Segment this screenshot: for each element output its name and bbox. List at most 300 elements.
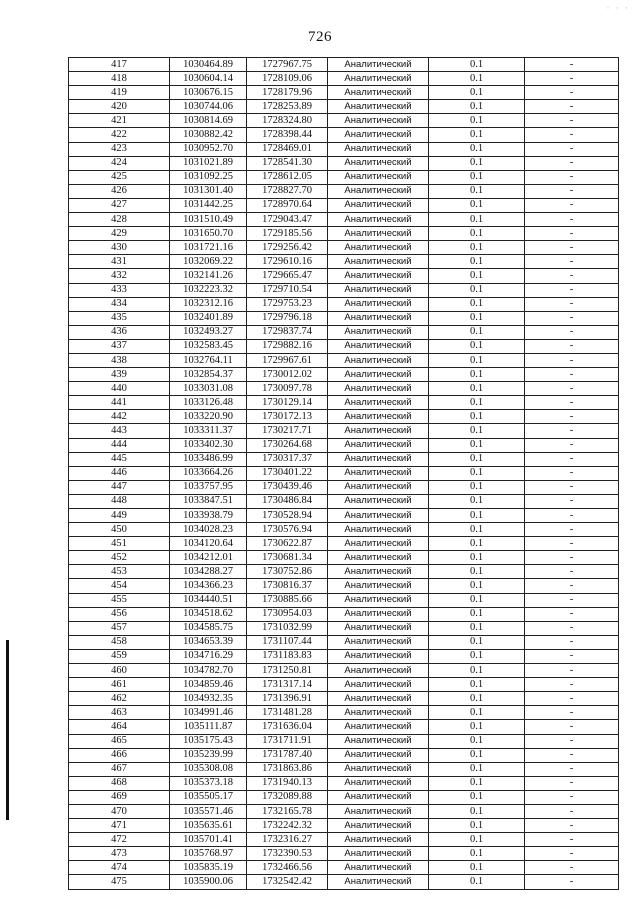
x-coordinate-cell: 1032141.26 (170, 269, 247, 283)
point-number-cell: 449 (69, 509, 170, 523)
y-coordinate-cell: 1730264.68 (247, 438, 328, 452)
x-coordinate-cell: 1030882.42 (170, 128, 247, 142)
note-cell: - (525, 198, 619, 212)
table-row (69, 269, 619, 283)
note-cell: - (525, 776, 619, 790)
y-coordinate-cell: 1729043.47 (247, 213, 328, 227)
y-coordinate-cell: 1729185.56 (247, 227, 328, 241)
note-cell: - (525, 353, 619, 367)
x-coordinate-cell: 1032069.22 (170, 255, 247, 269)
point-number-cell: 453 (69, 565, 170, 579)
table-row (69, 382, 619, 396)
x-coordinate-cell: 1034585.75 (170, 621, 247, 635)
x-coordinate-cell: 1034288.27 (170, 565, 247, 579)
note-cell: - (525, 128, 619, 142)
method-cell: Аналитический (328, 494, 429, 508)
method-cell: Аналитический (328, 283, 429, 297)
accuracy-cell: 0.1 (429, 720, 525, 734)
note-cell: - (525, 396, 619, 410)
x-coordinate-cell: 1034716.29 (170, 649, 247, 663)
x-coordinate-cell: 1031510.49 (170, 213, 247, 227)
accuracy-cell: 0.1 (429, 227, 525, 241)
note-cell: - (525, 819, 619, 833)
accuracy-cell: 0.1 (429, 537, 525, 551)
method-cell: Аналитический (328, 227, 429, 241)
y-coordinate-cell: 1731863.86 (247, 762, 328, 776)
method-cell: Аналитический (328, 593, 429, 607)
table-row (69, 213, 619, 227)
y-coordinate-cell: 1730317.37 (247, 452, 328, 466)
table-row (69, 184, 619, 198)
point-number-cell: 473 (69, 847, 170, 861)
accuracy-cell: 0.1 (429, 579, 525, 593)
x-coordinate-cell: 1034518.62 (170, 607, 247, 621)
x-coordinate-cell: 1031442.25 (170, 198, 247, 212)
note-cell: - (525, 184, 619, 198)
accuracy-cell: 0.1 (429, 58, 525, 72)
y-coordinate-cell: 1731317.14 (247, 678, 328, 692)
method-cell: Аналитический (328, 353, 429, 367)
x-coordinate-cell: 1030814.69 (170, 114, 247, 128)
y-coordinate-cell: 1730486.84 (247, 494, 328, 508)
method-cell: Аналитический (328, 621, 429, 635)
y-coordinate-cell: 1729665.47 (247, 269, 328, 283)
method-cell: Аналитический (328, 241, 429, 255)
table-row (69, 734, 619, 748)
note-cell: - (525, 537, 619, 551)
method-cell: Аналитический (328, 861, 429, 875)
point-number-cell: 419 (69, 86, 170, 100)
point-number-cell: 425 (69, 170, 170, 184)
point-number-cell: 442 (69, 410, 170, 424)
table-row (69, 748, 619, 762)
table-row (69, 537, 619, 551)
method-cell: Аналитический (328, 213, 429, 227)
note-cell: - (525, 748, 619, 762)
note-cell: - (525, 664, 619, 678)
point-number-cell: 420 (69, 100, 170, 114)
x-coordinate-cell: 1035308.08 (170, 762, 247, 776)
x-coordinate-cell: 1034859.46 (170, 678, 247, 692)
table-row (69, 142, 619, 156)
y-coordinate-cell: 1730576.94 (247, 523, 328, 537)
table-row (69, 368, 619, 382)
point-number-cell: 431 (69, 255, 170, 269)
table-row (69, 198, 619, 212)
point-number-cell: 456 (69, 607, 170, 621)
point-number-cell: 451 (69, 537, 170, 551)
x-coordinate-cell: 1033220.90 (170, 410, 247, 424)
point-number-cell: 438 (69, 353, 170, 367)
point-number-cell: 443 (69, 424, 170, 438)
method-cell: Аналитический (328, 128, 429, 142)
y-coordinate-cell: 1728827.70 (247, 184, 328, 198)
note-cell: - (525, 241, 619, 255)
x-coordinate-cell: 1031092.25 (170, 170, 247, 184)
note-cell: - (525, 452, 619, 466)
point-number-cell: 455 (69, 593, 170, 607)
x-coordinate-cell: 1031021.89 (170, 156, 247, 170)
method-cell: Аналитический (328, 58, 429, 72)
table-row (69, 720, 619, 734)
x-coordinate-cell: 1032312.16 (170, 297, 247, 311)
table-row (69, 410, 619, 424)
method-cell: Аналитический (328, 551, 429, 565)
coordinates-table (68, 57, 619, 890)
y-coordinate-cell: 1728541.30 (247, 156, 328, 170)
note-cell: - (525, 269, 619, 283)
table-row (69, 311, 619, 325)
point-number-cell: 424 (69, 156, 170, 170)
x-coordinate-cell: 1035571.46 (170, 804, 247, 818)
method-cell: Аналитический (328, 198, 429, 212)
method-cell: Аналитический (328, 325, 429, 339)
table-row (69, 396, 619, 410)
point-number-cell: 448 (69, 494, 170, 508)
x-coordinate-cell: 1034366.23 (170, 579, 247, 593)
y-coordinate-cell: 1730622.87 (247, 537, 328, 551)
accuracy-cell: 0.1 (429, 692, 525, 706)
table-row (69, 523, 619, 537)
x-coordinate-cell: 1030676.15 (170, 86, 247, 100)
method-cell: Аналитический (328, 833, 429, 847)
accuracy-cell: 0.1 (429, 156, 525, 170)
table-row (69, 551, 619, 565)
accuracy-cell: 0.1 (429, 875, 525, 889)
page-number: 726 (308, 29, 332, 45)
table-row (69, 58, 619, 72)
x-coordinate-cell: 1030952.70 (170, 142, 247, 156)
method-cell: Аналитический (328, 579, 429, 593)
x-coordinate-cell: 1030604.14 (170, 72, 247, 86)
note-cell: - (525, 142, 619, 156)
x-coordinate-cell: 1034212.01 (170, 551, 247, 565)
table-row (69, 283, 619, 297)
method-cell: Аналитический (328, 664, 429, 678)
note-cell: - (525, 579, 619, 593)
x-coordinate-cell: 1034440.51 (170, 593, 247, 607)
table-row (69, 790, 619, 804)
note-cell: - (525, 311, 619, 325)
note-cell: - (525, 466, 619, 480)
note-cell: - (525, 227, 619, 241)
table-row (69, 635, 619, 649)
table-row (69, 621, 619, 635)
note-cell: - (525, 565, 619, 579)
note-cell: - (525, 804, 619, 818)
y-coordinate-cell: 1732542.42 (247, 875, 328, 889)
y-coordinate-cell: 1728324.80 (247, 114, 328, 128)
method-cell: Аналитический (328, 396, 429, 410)
accuracy-cell: 0.1 (429, 311, 525, 325)
y-coordinate-cell: 1727967.75 (247, 58, 328, 72)
y-coordinate-cell: 1729882.16 (247, 339, 328, 353)
method-cell: Аналитический (328, 565, 429, 579)
table-row (69, 565, 619, 579)
x-coordinate-cell: 1031301.40 (170, 184, 247, 198)
table-row (69, 353, 619, 367)
accuracy-cell: 0.1 (429, 128, 525, 142)
method-cell: Аналитический (328, 297, 429, 311)
y-coordinate-cell: 1729837.74 (247, 325, 328, 339)
point-number-cell: 417 (69, 58, 170, 72)
x-coordinate-cell: 1033938.79 (170, 509, 247, 523)
accuracy-cell: 0.1 (429, 325, 525, 339)
point-number-cell: 454 (69, 579, 170, 593)
point-number-cell: 433 (69, 283, 170, 297)
y-coordinate-cell: 1732165.78 (247, 804, 328, 818)
point-number-cell: 468 (69, 776, 170, 790)
accuracy-cell: 0.1 (429, 593, 525, 607)
y-coordinate-cell: 1730681.34 (247, 551, 328, 565)
table-row (69, 297, 619, 311)
point-number-cell: 445 (69, 452, 170, 466)
method-cell: Аналитический (328, 706, 429, 720)
note-cell: - (525, 621, 619, 635)
accuracy-cell: 0.1 (429, 396, 525, 410)
point-number-cell: 435 (69, 311, 170, 325)
method-cell: Аналитический (328, 635, 429, 649)
x-coordinate-cell: 1035900.06 (170, 875, 247, 889)
x-coordinate-cell: 1035505.17 (170, 790, 247, 804)
x-coordinate-cell: 1031650.70 (170, 227, 247, 241)
x-coordinate-cell: 1035239.99 (170, 748, 247, 762)
method-cell: Аналитический (328, 311, 429, 325)
accuracy-cell: 0.1 (429, 847, 525, 861)
point-number-cell: 472 (69, 833, 170, 847)
accuracy-cell: 0.1 (429, 241, 525, 255)
x-coordinate-cell: 1033031.08 (170, 382, 247, 396)
point-number-cell: 460 (69, 664, 170, 678)
note-cell: - (525, 438, 619, 452)
x-coordinate-cell: 1033126.48 (170, 396, 247, 410)
table-row (69, 438, 619, 452)
accuracy-cell: 0.1 (429, 452, 525, 466)
y-coordinate-cell: 1729753.23 (247, 297, 328, 311)
table-row (69, 819, 619, 833)
y-coordinate-cell: 1731787.40 (247, 748, 328, 762)
point-number-cell: 421 (69, 114, 170, 128)
point-number-cell: 432 (69, 269, 170, 283)
method-cell: Аналитический (328, 537, 429, 551)
accuracy-cell: 0.1 (429, 494, 525, 508)
accuracy-cell: 0.1 (429, 565, 525, 579)
table-row (69, 875, 619, 889)
accuracy-cell: 0.1 (429, 833, 525, 847)
method-cell: Аналитический (328, 156, 429, 170)
y-coordinate-cell: 1731396.91 (247, 692, 328, 706)
point-number-cell: 459 (69, 649, 170, 663)
accuracy-cell: 0.1 (429, 621, 525, 635)
note-cell: - (525, 607, 619, 621)
method-cell: Аналитический (328, 804, 429, 818)
x-coordinate-cell: 1033664.26 (170, 466, 247, 480)
y-coordinate-cell: 1730012.02 (247, 368, 328, 382)
y-coordinate-cell: 1730439.46 (247, 480, 328, 494)
note-cell: - (525, 156, 619, 170)
y-coordinate-cell: 1730752.86 (247, 565, 328, 579)
point-number-cell: 429 (69, 227, 170, 241)
method-cell: Аналитический (328, 382, 429, 396)
note-cell: - (525, 551, 619, 565)
accuracy-cell: 0.1 (429, 678, 525, 692)
note-cell: - (525, 762, 619, 776)
note-cell: - (525, 58, 619, 72)
point-number-cell: 474 (69, 861, 170, 875)
y-coordinate-cell: 1731250.81 (247, 664, 328, 678)
accuracy-cell: 0.1 (429, 353, 525, 367)
note-cell: - (525, 86, 619, 100)
y-coordinate-cell: 1728398.44 (247, 128, 328, 142)
table-row (69, 86, 619, 100)
y-coordinate-cell: 1730401.22 (247, 466, 328, 480)
accuracy-cell: 0.1 (429, 480, 525, 494)
table-row (69, 762, 619, 776)
y-coordinate-cell: 1729967.61 (247, 353, 328, 367)
note-cell: - (525, 847, 619, 861)
table-row (69, 833, 619, 847)
method-cell: Аналитический (328, 509, 429, 523)
accuracy-cell: 0.1 (429, 734, 525, 748)
y-coordinate-cell: 1730528.94 (247, 509, 328, 523)
note-cell: - (525, 283, 619, 297)
x-coordinate-cell: 1032223.32 (170, 283, 247, 297)
method-cell: Аналитический (328, 184, 429, 198)
x-coordinate-cell: 1033402.30 (170, 438, 247, 452)
y-coordinate-cell: 1731636.04 (247, 720, 328, 734)
method-cell: Аналитический (328, 339, 429, 353)
y-coordinate-cell: 1731032.99 (247, 621, 328, 635)
accuracy-cell: 0.1 (429, 466, 525, 480)
x-coordinate-cell: 1035373.18 (170, 776, 247, 790)
note-cell: - (525, 410, 619, 424)
table-row (69, 607, 619, 621)
accuracy-cell: 0.1 (429, 410, 525, 424)
point-number-cell: 450 (69, 523, 170, 537)
scan-artifact-dots: · · · (606, 3, 630, 13)
accuracy-cell: 0.1 (429, 509, 525, 523)
y-coordinate-cell: 1730129.14 (247, 396, 328, 410)
method-cell: Аналитический (328, 72, 429, 86)
method-cell: Аналитический (328, 692, 429, 706)
point-number-cell: 418 (69, 72, 170, 86)
x-coordinate-cell: 1032401.89 (170, 311, 247, 325)
point-number-cell: 465 (69, 734, 170, 748)
point-number-cell: 447 (69, 480, 170, 494)
method-cell: Аналитический (328, 438, 429, 452)
point-number-cell: 466 (69, 748, 170, 762)
method-cell: Аналитический (328, 170, 429, 184)
method-cell: Аналитический (328, 776, 429, 790)
note-cell: - (525, 170, 619, 184)
accuracy-cell: 0.1 (429, 551, 525, 565)
x-coordinate-cell: 1035835.19 (170, 861, 247, 875)
accuracy-cell: 0.1 (429, 368, 525, 382)
note-cell: - (525, 382, 619, 396)
note-cell: - (525, 494, 619, 508)
y-coordinate-cell: 1731107.44 (247, 635, 328, 649)
y-coordinate-cell: 1731711.91 (247, 734, 328, 748)
table-row (69, 678, 619, 692)
table-row (69, 72, 619, 86)
table-row (69, 804, 619, 818)
method-cell: Аналитический (328, 452, 429, 466)
point-number-cell: 434 (69, 297, 170, 311)
note-cell: - (525, 213, 619, 227)
note-cell: - (525, 72, 619, 86)
y-coordinate-cell: 1732242.32 (247, 819, 328, 833)
table-row (69, 847, 619, 861)
y-coordinate-cell: 1728612.05 (247, 170, 328, 184)
method-cell: Аналитический (328, 86, 429, 100)
table-row (69, 494, 619, 508)
note-cell: - (525, 833, 619, 847)
accuracy-cell: 0.1 (429, 664, 525, 678)
x-coordinate-cell: 1032583.45 (170, 339, 247, 353)
table-row (69, 227, 619, 241)
method-cell: Аналитический (328, 255, 429, 269)
y-coordinate-cell: 1730217.71 (247, 424, 328, 438)
note-cell: - (525, 100, 619, 114)
y-coordinate-cell: 1731183.83 (247, 649, 328, 663)
table-row (69, 114, 619, 128)
x-coordinate-cell: 1034028.23 (170, 523, 247, 537)
accuracy-cell: 0.1 (429, 297, 525, 311)
x-coordinate-cell: 1034782.70 (170, 664, 247, 678)
coordinates-table-container (68, 57, 612, 890)
point-number-cell: 462 (69, 692, 170, 706)
method-cell: Аналитический (328, 466, 429, 480)
x-coordinate-cell: 1034991.46 (170, 706, 247, 720)
point-number-cell: 470 (69, 804, 170, 818)
accuracy-cell: 0.1 (429, 269, 525, 283)
point-number-cell: 446 (69, 466, 170, 480)
point-number-cell: 471 (69, 819, 170, 833)
x-coordinate-cell: 1035701.41 (170, 833, 247, 847)
accuracy-cell: 0.1 (429, 255, 525, 269)
note-cell: - (525, 720, 619, 734)
x-coordinate-cell: 1031721.16 (170, 241, 247, 255)
note-cell: - (525, 509, 619, 523)
y-coordinate-cell: 1730097.78 (247, 382, 328, 396)
method-cell: Аналитический (328, 649, 429, 663)
point-number-cell: 469 (69, 790, 170, 804)
y-coordinate-cell: 1731481.28 (247, 706, 328, 720)
table-row (69, 509, 619, 523)
y-coordinate-cell: 1732466.56 (247, 861, 328, 875)
note-cell: - (525, 706, 619, 720)
note-cell: - (525, 790, 619, 804)
y-coordinate-cell: 1728109.06 (247, 72, 328, 86)
x-coordinate-cell: 1035635.61 (170, 819, 247, 833)
point-number-cell: 444 (69, 438, 170, 452)
y-coordinate-cell: 1729710.54 (247, 283, 328, 297)
y-coordinate-cell: 1730885.66 (247, 593, 328, 607)
x-coordinate-cell: 1035111.87 (170, 720, 247, 734)
table-row (69, 692, 619, 706)
x-coordinate-cell: 1032854.37 (170, 368, 247, 382)
method-cell: Аналитический (328, 734, 429, 748)
point-number-cell: 452 (69, 551, 170, 565)
method-cell: Аналитический (328, 410, 429, 424)
accuracy-cell: 0.1 (429, 184, 525, 198)
x-coordinate-cell: 1032764.11 (170, 353, 247, 367)
table-row (69, 424, 619, 438)
table-row (69, 128, 619, 142)
table-row (69, 706, 619, 720)
point-number-cell: 461 (69, 678, 170, 692)
point-number-cell: 439 (69, 368, 170, 382)
